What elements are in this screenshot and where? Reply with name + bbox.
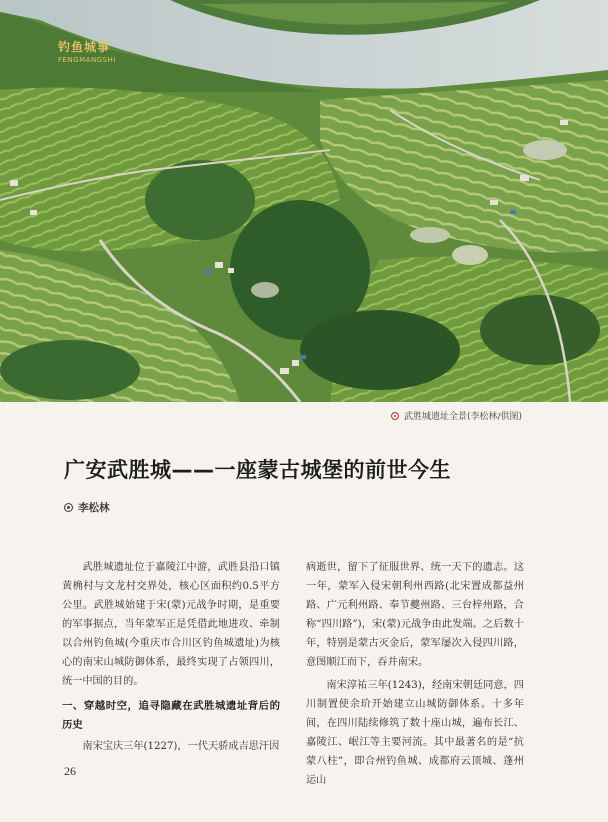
left-column: [62, 558, 280, 760]
author-bullet-icon: [64, 503, 73, 512]
bullet-dot-icon: [391, 412, 399, 420]
article-title: 广安武胜城——一座蒙古城堡的前世今生: [64, 458, 451, 482]
hero-photo: [0, 0, 608, 402]
section-tag-zh: 钓鱼城事: [58, 40, 111, 54]
author-name: 李松林: [78, 502, 110, 514]
paragraph: 武胜城遗址位于嘉陵江中游，武胜县沿口镇黄桷村与文龙村交界处，核心区面积约0.5平方公里。武胜城始建于宋(蒙)元战争时期，是重要的军事据点，当年蒙军正是凭借此地进攻、牵制以合州钓鱼城(今重庆市合川区钓鱼城遗址)为核心的南宋山城防御体系，最终实现了占领四川，统一中国的目的。: [62, 562, 280, 687]
section-tag: [58, 38, 116, 64]
section-tag-en: FENGMANGSHI: [58, 56, 116, 64]
section-heading: 一、穿越时空，追寻隐藏在武胜城遗址背后的历史: [62, 700, 280, 731]
page-number: 26: [64, 764, 76, 778]
photo-caption: [391, 409, 522, 422]
paragraph: 南宋淳祐三年(1243)，经南宋朝廷同意，四川制置使余玠开始建立山城防御体系。十多年间，在四川陆续修筑了数十座山城，遍布长江、嘉陵江、岷江等主要河流。其中最著名的是“抗蒙八柱”，即合州钓鱼城、成都府云顶城、蓬州运山: [306, 680, 524, 786]
author-line: [64, 500, 110, 515]
caption-text: 武胜城遗址全景(李松林/供图): [403, 412, 522, 422]
paragraph: 病逝世，留下了征服世界、统一天下的遗志。这一年，蒙军入侵宋朝利州西路(北宋置成都益州路、广元利州路、奉节夔州路、三台梓州路，合称“四川路”)，宋(蒙)元战争由此发端。之后数十年，特别是蒙古灭金后，蒙军屡次入侵四川路，意图顺江而下，吞并南宋。: [306, 562, 524, 668]
paragraph: 南宋宝庆三年(1227)，一代天骄成吉思汗因: [82, 741, 280, 752]
right-column: [306, 558, 524, 794]
